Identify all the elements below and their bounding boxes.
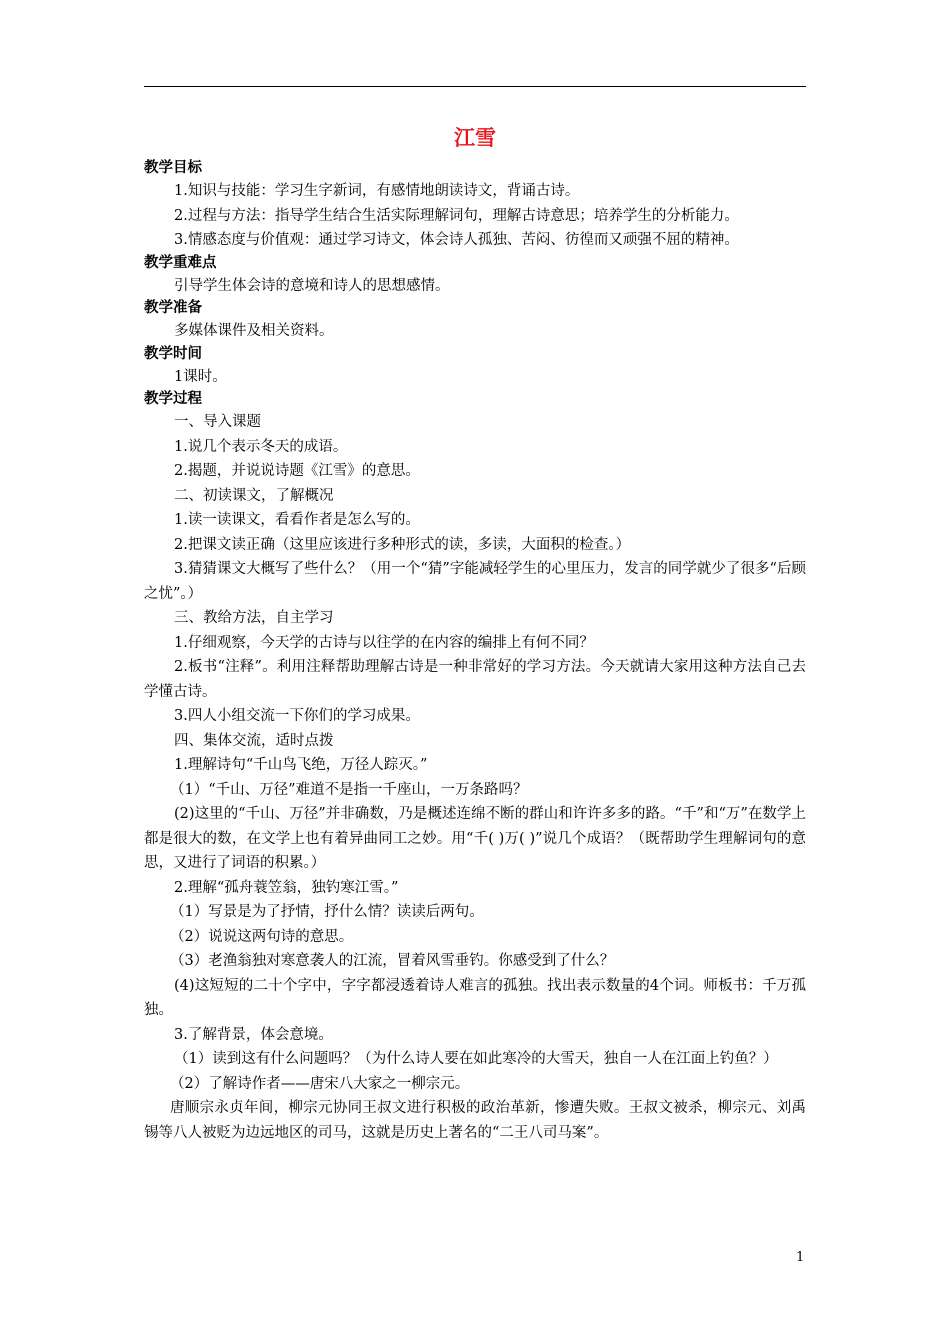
section-heading: 教学目标: [144, 160, 202, 176]
paragraph: 引导学生体会诗的意境和诗人的思想感情。: [174, 277, 450, 294]
paragraph: 3.了解背景，体会意境。: [174, 1026, 333, 1043]
section-heading: 教学准备: [144, 300, 202, 316]
paragraph: 四、集体交流，适时点拨: [174, 732, 334, 749]
paragraph: 3.猜猜课文大概写了些什么？（用一个“猜”字能减轻学生的心里压力，发言的同学就少了很多“后顾之忧”。）: [144, 561, 806, 602]
paragraph: （2）了解诗作者——唐宋八大家之一柳宗元。: [170, 1075, 470, 1092]
page-number: 1: [796, 1250, 805, 1265]
document-title: 江雪: [454, 126, 496, 150]
paragraph: 2.过程与方法：指导学生结合生活实际理解词句，理解古诗意思；培养学生的分析能力。: [174, 207, 739, 224]
paragraph: 1.理解诗句“千山鸟飞绝，万径人踪灭。”: [174, 757, 428, 773]
section-heading: 教学过程: [144, 391, 202, 407]
paragraph: 2.把课文读正确（这里应该进行多种形式的读，多读，大面积的检查。）: [174, 536, 631, 553]
paragraph: 一、导入课题: [174, 414, 261, 430]
paragraph: 二、初读课文，了解概况: [174, 487, 334, 504]
paragraph: (2)这里的“千山、万径”并非确数，乃是概述连绵不断的群山和许许多多的路。“千”和“万”在数学上都是很大的数，在文学上也有着异曲同工之妙。用“千( )万( )”说几个成语？（既帮助学生理解词句的意思，又进行了词语的积累。）: [144, 806, 806, 871]
section-heading: 教学时间: [144, 345, 202, 362]
paragraph: （1）“千山、万径”难道不是指一千座山，一万条路吗？: [170, 781, 528, 798]
paragraph: 2.揭题，并说说诗题《江雪》的意思。: [174, 463, 420, 479]
paragraph: 1.读一读课文，看看作者是怎么写的。: [174, 512, 420, 528]
paragraph: 3.四人小组交流一下你们的学习成果。: [174, 708, 420, 724]
paragraph: 2.理解“孤舟蓑笠翁，独钓寒江雪。”: [174, 879, 399, 896]
paragraph: 1课时。: [174, 368, 227, 385]
paragraph: （1）读到这有什么问题吗？（为什么诗人要在如此寒冷的大雪天，独自一人在江面上钓鱼？）: [174, 1051, 778, 1067]
paragraph: （1）写景是为了抒情，抒什么情？读读后两句。: [170, 904, 484, 920]
paragraph: 3.情感态度与价值观：通过学习诗文，体会诗人孤独、苦闷、彷徨而又顽强不屈的精神。: [174, 232, 739, 248]
paragraph: （2）说说这两句诗的意思。: [170, 928, 354, 945]
paragraph: 1.知识与技能：学习生字新词，有感情地朗读诗文，背诵古诗。: [174, 183, 580, 199]
document-body: [144, 158, 806, 1145]
paragraph: 三、教给方法，自主学习: [174, 610, 334, 626]
paragraph: 1.说几个表示冬天的成语。: [174, 438, 348, 455]
paragraph: 多媒体课件及相关资料。: [174, 323, 334, 339]
header-rule: [144, 86, 806, 87]
paragraph: 2.板书“注释”。利用注释帮助理解古诗是一种非常好的学习方法。今天就请大家用这种方法自己去学懂古诗。: [144, 659, 806, 700]
paragraph: （3）老渔翁独对寒意袭人的江流，冒着风雪垂钓。你感受到了什么？: [170, 953, 615, 969]
section-heading: 教学重难点: [144, 254, 217, 271]
paragraph: 1.仔细观察，今天学的古诗与以往学的在内容的编排上有何不同？: [174, 634, 594, 651]
paragraph: 唐顺宗永贞年间，柳宗元协同王叔文进行积极的政治革新，惨遭失败。王叔文被杀，柳宗元、刘禹锡等八人被贬为边远地区的司马，这就是历史上著名的“二王八司马案”。: [144, 1100, 806, 1141]
paragraph: (4)这短短的二十个字中，字字都浸透着诗人难言的孤独。找出表示数量的4个词。师板书：千万孤独。: [144, 977, 806, 1018]
